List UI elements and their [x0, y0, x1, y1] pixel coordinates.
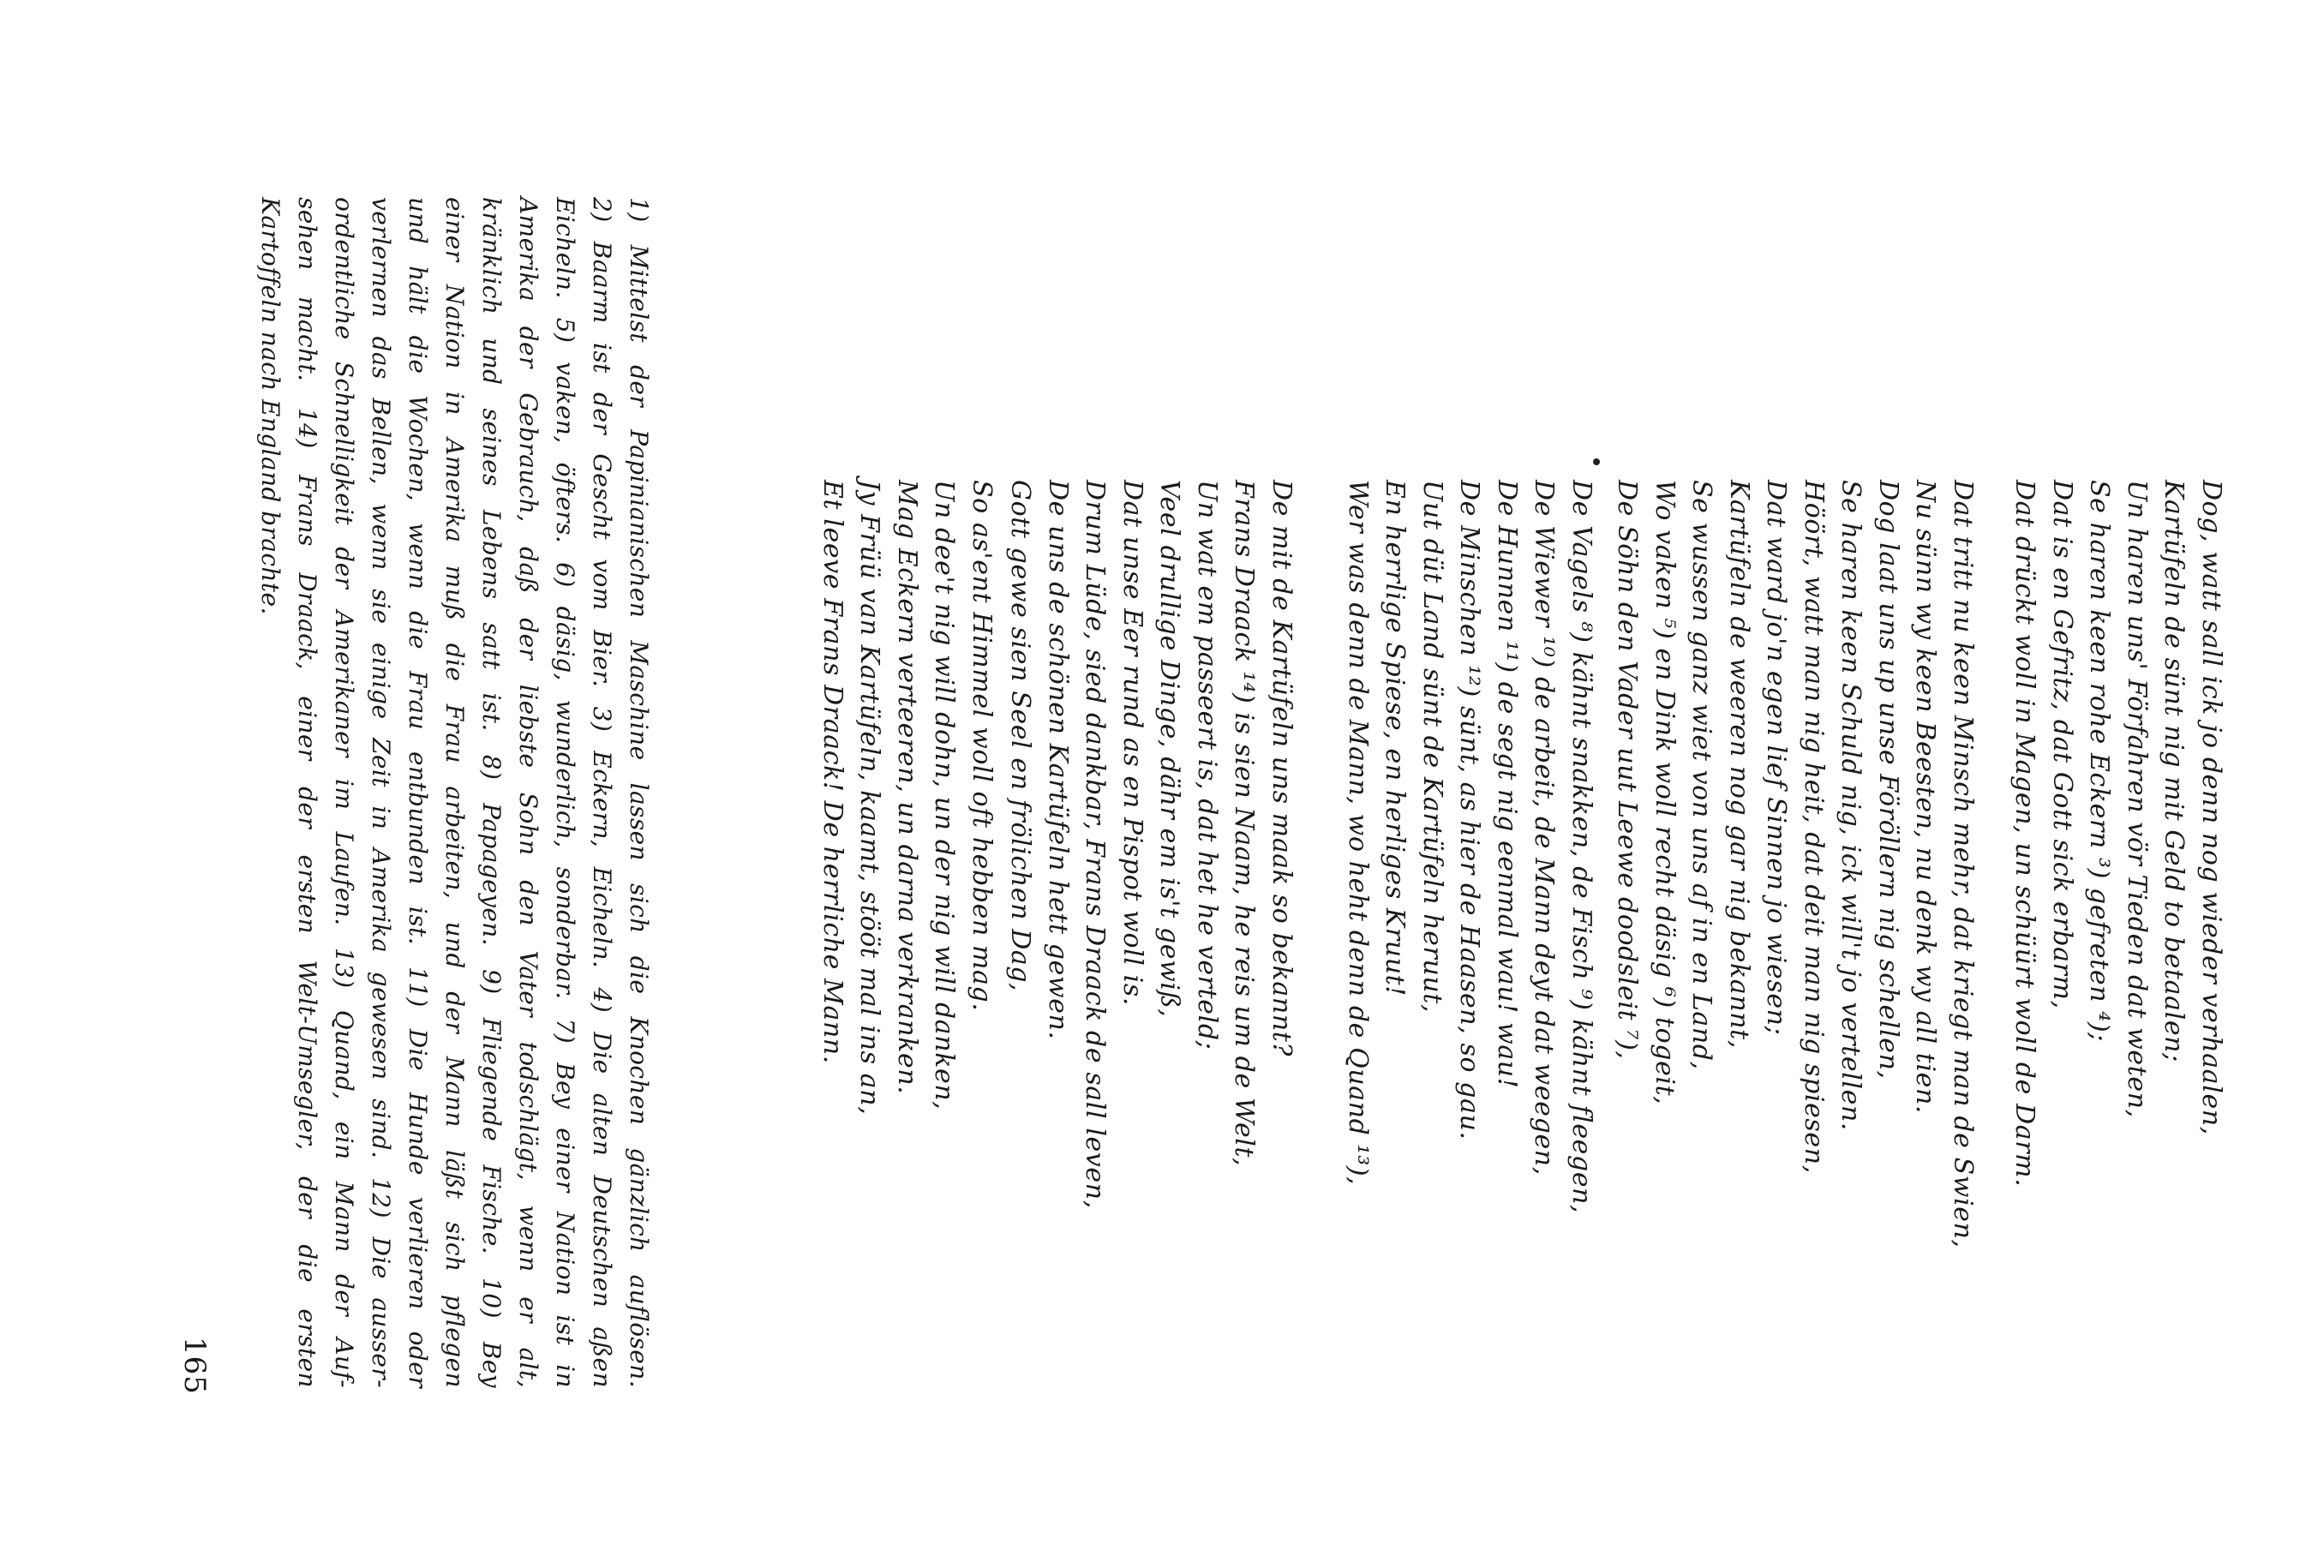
poem-line: De uns de schönen Kartüfeln hett gewen. [1043, 480, 1073, 1040]
poem-line: Dat is en Gefritz, dat Gott sick erbarm, [2047, 480, 2077, 1009]
footnote-line: verlernen das Bellen, wenn sie einige Zeit in Amerika gewesen sind. 12) Die ausser- [367, 197, 395, 1388]
poem-line: Kartüfeln de sünt nig mit Geld to betaalen; [2159, 480, 2189, 1062]
poem-line: Drum Lüde, sied dankbar, Frans Draack de sall leven, [1080, 480, 1111, 1209]
poem-line: Mag Eckern verteeren, un darna verkranken. [892, 480, 922, 1095]
poem-line: De Söhn den Vader uut Leewe doodsleit ⁷), [1612, 480, 1643, 1060]
poem-line: Wo vaken ⁵) en Dink woll recht däsig ⁶) togeit, [1650, 480, 1680, 1105]
footnote-line: Amerika der Gebrauch, daß der liebste Sohn den Vater todschlägt, wenn er alt, [514, 197, 542, 1388]
poem-line: Frans Draack ¹⁴) is sien Naam, he reis um de Welt, [1229, 480, 1260, 1167]
poem-line: Uut düt Land sünt de Kartüfeln heruut, [1417, 480, 1447, 1014]
footnote-line: Kartoffeln nach England brachte. [256, 197, 285, 615]
poem-line: Dat drückt woll in Magen, un schüürt woll de Darm. [2010, 480, 2040, 1188]
poem-line: Jy Früü van Kartüfeln, kaamt, stööt mal ins an, [854, 480, 885, 1116]
poem-line: Se haren keen rohe Eckern ³) gefreten ⁴); [2084, 480, 2115, 1042]
poem-line: Se haren keen Schuld nig, ick will't jo vertellen. [1836, 480, 1866, 1132]
poem-line: De Vagels ⁸) kähnt snakken, de Fisch ⁹) kähnt fleegen, [1566, 480, 1596, 1214]
footnote-line: und hält die Wochen, wenn die Frau entbunden ist. 11) Die Hunde verlieren oder [404, 197, 432, 1388]
footnote-line: einer Nation in Amerika muß die Frau arbeiten, und der Mann läßt sich pflegen [440, 197, 469, 1388]
poem-line: Dat ward jo'n egen lief Sinnen jo wiesen; [1761, 480, 1792, 1036]
poem-line: Veel drullige Dinge, dähr em is't gewiß, [1154, 480, 1185, 1018]
footnote-line: kränklich und seines Lebens satt ist. 8) Papageyen. 9) Fliegende Fische. 10) Bey [477, 197, 506, 1388]
poem-line: Nu sünn wy keen Beesten, nu denk wy all tien. [1910, 480, 1941, 1115]
margin-mark [1593, 458, 1600, 465]
poem-line: Se wussen ganz wiet von uns af in en Land, [1686, 480, 1717, 1070]
poem-line: Un haren uns' Förfahren vör Tieden dat weten, [2122, 480, 2152, 1118]
poem-line: Dat unse Eer rund as en Pispot woll is. [1117, 480, 1147, 1006]
poem-line: Un dee't nig will dohn, un der nig will danken, [929, 480, 960, 1110]
stanza-2 [1608, 480, 1981, 1248]
poem-line: Et leeve Frans Draack! De herrliche Mann. [818, 480, 848, 1064]
footnotes [252, 197, 657, 1388]
poem-line: Dat tritt nu keen Minsch mehr, dat kriegt man de Swien, [1948, 480, 1978, 1248]
footnote-line: Eicheln. 5) vaken, öfters. 6) däsig, wunderlich, sonderbar. 7) Bey einer Nation ist in [551, 197, 579, 1388]
stanza-1 [2006, 480, 2230, 1187]
stanza-4 [1002, 480, 1300, 1209]
poem-line: So as'ent Himmel woll oft hebben mag. [967, 480, 997, 1012]
page-number: 165 [177, 1337, 212, 1395]
footnote-line: sehen macht. 14) Frans Draack, einer der ersten Welt-Umsegler, der die ersten [293, 197, 321, 1388]
stanza-3 [1339, 480, 1601, 1213]
poem-line: Dog laat uns up unse Föröllern nig schellen, [1873, 480, 1903, 1080]
poem-line: Dog, watt sall ick jo denn nog wieder verhaalen, [2196, 480, 2226, 1135]
poem-line: Un wat em passeert is, dat het he verteld; [1192, 480, 1222, 1050]
poem-line: Gott gewe sien Seel en frölichen Dag, [1005, 480, 1036, 992]
footnote-line: 1) Mittelst der Papinianischen Maschine lassen sich die Knochen gänzlich auflösen. [625, 197, 653, 1388]
poem-line: En herrlige Spiese, en herliges Kruut! [1380, 480, 1411, 996]
poem-line: Kartüfeln de weeren nog gar nig bekannt, [1724, 480, 1754, 1049]
poem-line: De mit de Kartüfeln uns maak so bekannt? [1267, 480, 1297, 1057]
poem-line: Wer was denn de Mann, wo heht denn de Quand ¹³), [1343, 480, 1373, 1186]
footnote-line: ordentliche Schnelligkeit der Amerikaner im Laufen. 13) Quand, ein Mann der Auf- [330, 197, 358, 1388]
poem-line: De Minschen ¹²) sünt, as hier de Haasen, so gau. [1454, 480, 1485, 1140]
stanza-5 [814, 480, 1001, 1115]
poem-line: De Wiewer ¹⁰) de arbeit, de Mann deyt dat weegen, [1529, 480, 1560, 1176]
footnote-line: 2) Baarm ist der Gescht vom Bier. 3) Eckern, Eicheln. 4) Die alten Deutschen aßen [588, 197, 616, 1388]
poem-line: De Hunnen ¹¹) de segt nig eenmal wau! wau! [1492, 480, 1522, 1089]
poem-line: Höört, watt man nig heit, dat deit man nig spiesen, [1799, 480, 1829, 1174]
